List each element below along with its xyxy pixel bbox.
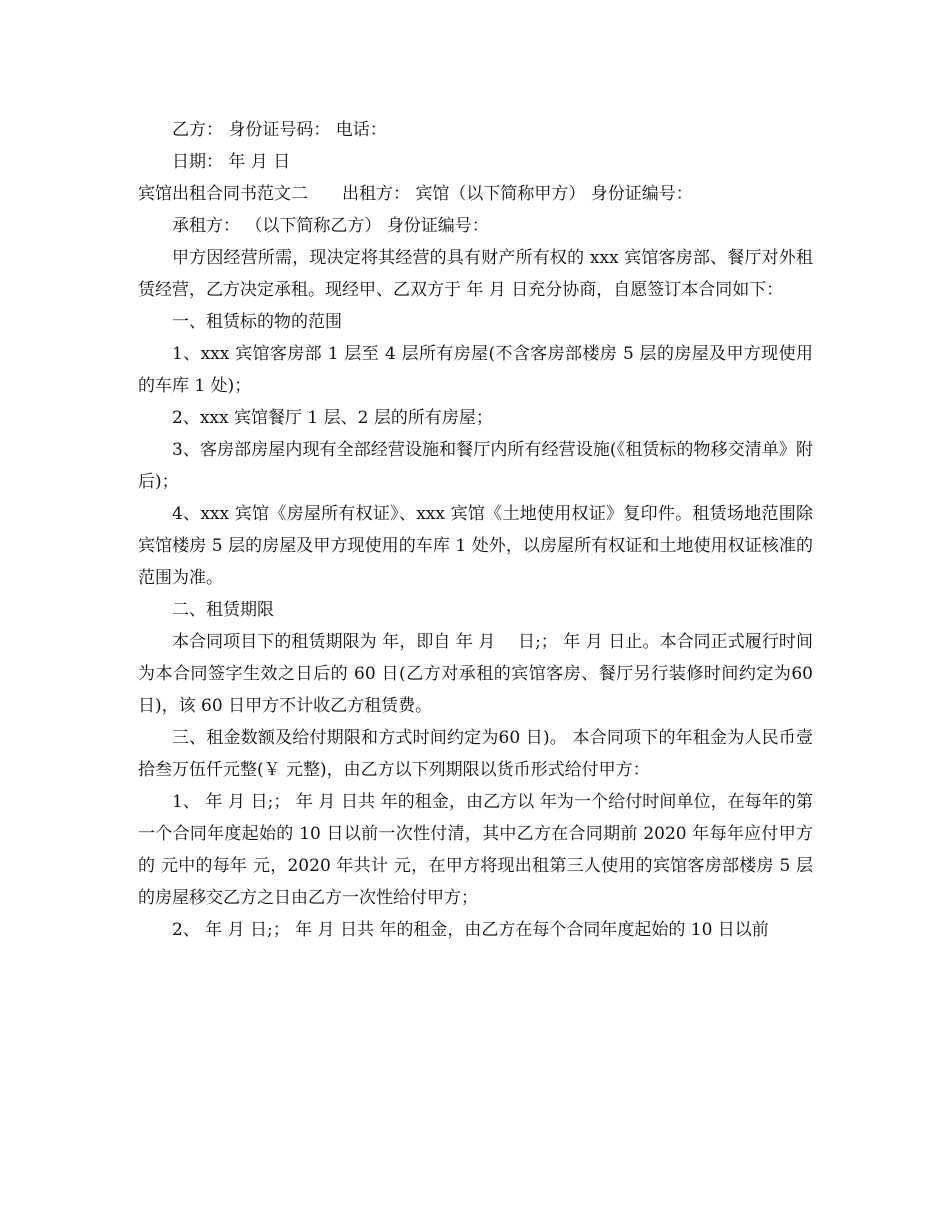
- section-1-item-1: 1、xxx 宾馆客房部 1 层至 4 层所有房屋(不含客房部楼房 5 层的房屋及甲方现使用的车库 1 处)；: [138, 344, 813, 396]
- section-1-item-2: 2、xxx 宾馆餐厅 1 层、2 层的所有房屋；: [172, 408, 493, 428]
- section-3-paragraph: 三、租金数额及给付期限和方式时间约定为60 日)。 本合同项下的年租金为人民币壹拾叁万伍仟元整(￥ 元整)，由乙方以下列期限以货币形式给付甲方：: [138, 728, 813, 780]
- document-body: [138, 114, 813, 946]
- section-1-heading: 一、租赁标的物的范围: [172, 312, 342, 332]
- section-1-item-4: 4、xxx 宾馆《房屋所有权证》、xxx 宾馆《土地使用权证》复印件。租赁场地范围除宾馆楼房 5 层的房屋及甲方现使用的车库 1 处外，以房屋所有权证和土地使用权证核准的范围为准。: [138, 504, 813, 588]
- lease-term-paragraph: 本合同项目下的租赁期限为 年，即自 年 月 日;； 年 月 日止。本合同正式履行时间为本合同签字生效之日后的 60 日(乙方对承租的宾馆客房、餐厅另行装修时间约定为60 日)，该 60 日甲方不计收乙方租赁费。: [138, 632, 813, 716]
- section-1-item-3: 3、客房部房屋内现有全部经营设施和餐厅内所有经营设施(《租赁标的物移交清单》附后)；: [138, 440, 813, 492]
- section-2-heading: 二、租赁期限: [172, 600, 274, 620]
- party-b-line: 乙方： 身份证号码： 电话：: [172, 120, 387, 140]
- intro-paragraph: 甲方因经营所需，现决定将其经营的具有财产所有权的 xxx 宾馆客房部、餐厅对外租赁经营，乙方决定承租。现经甲、乙双方于 年 月 日充分协商，自愿签订本合同如下：: [138, 248, 813, 300]
- sample-title-lessor-line: 宾馆出租合同书范文二 出租方： 宾馆（以下简称甲方） 身份证编号：: [138, 184, 693, 204]
- lessee-line: 承租方： （以下简称乙方） 身份证编号：: [172, 216, 489, 236]
- date-line: 日期： 年 月 日: [172, 152, 291, 172]
- payment-item-2: 2、 年 月 日;； 年 月 日共 年的租金，由乙方在每个合同年度起始的 10 日以前: [172, 920, 769, 940]
- payment-item-1: 1、 年 月 日;； 年 月 日共 年的租金，由乙方以 年为一个给付时间单位，在每年的第一个合同年度起始的 10 日以前一次性付清，其中乙方在合同期前 2020 年每年应付甲方的 元中的每年 元，2020 年共计 元，在甲方将现出租第三人使用的宾馆客房部楼房 5 层的房屋移交乙方之日由乙方一次性给付甲方；: [138, 792, 813, 908]
